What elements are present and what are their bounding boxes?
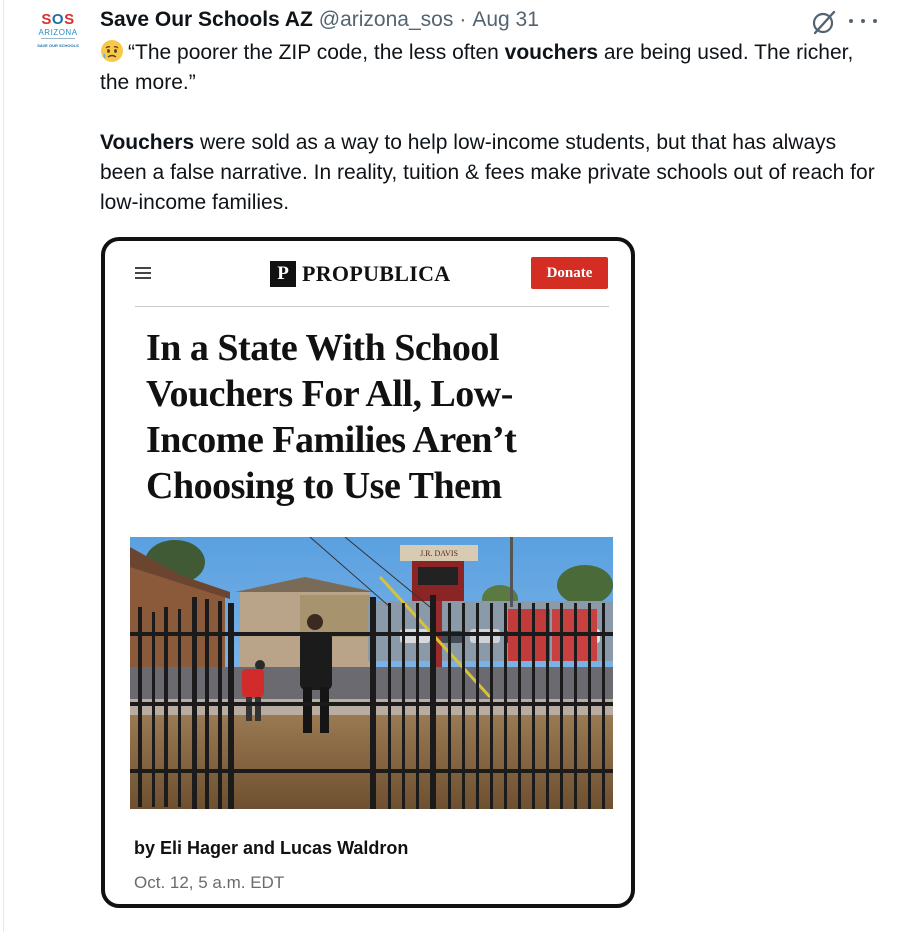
photo-sign-text: J.R. DAVIS [420, 549, 458, 558]
card-divider [135, 306, 609, 307]
tweet-quote [100, 38, 880, 98]
menu-icon [135, 267, 151, 279]
donate-button: Donate [531, 257, 608, 289]
propublica-wordmark: PROPUBLICA [302, 261, 451, 286]
display-name[interactable]: Save Our Schools AZ [100, 8, 313, 31]
timeline-divider [3, 0, 4, 932]
quote-bold-word: vouchers [504, 41, 599, 64]
body-text: were sold as a way to help low-income students, but that has always been a false narrative. In reality, tuition & fees make private schools out of reach for low-income families. [100, 131, 875, 214]
tweet-text [100, 38, 880, 218]
avatar-divider [41, 38, 75, 39]
avatar-tagline: SAVE OUR SCHOOLS [37, 43, 79, 48]
separator-dot: · [459, 8, 467, 31]
avatar-arizona-text: ARIZONA [38, 28, 78, 37]
article-date: Oct. 12, 5 a.m. EDT [134, 873, 285, 892]
article-photo [130, 537, 613, 809]
worried-face-icon [100, 39, 124, 63]
body-bold-word: Vouchers [100, 131, 195, 154]
avatar[interactable] [26, 12, 90, 60]
grok-icon[interactable] [810, 8, 838, 36]
article-image-card[interactable] [101, 237, 635, 908]
tweet-body [100, 128, 880, 218]
quote-text-end: are being used. The richer, the more.” [100, 41, 854, 94]
avatar-sos-text: SOS [41, 11, 75, 28]
propublica-mark-icon: P [270, 261, 296, 287]
article-headline: In a State With School Vouchers For All, Low-Income Families Aren’t Choosing to Use Them [146, 327, 517, 507]
tweet-date[interactable]: Aug 31 [472, 8, 539, 31]
avatar-o-letter: O [51, 11, 65, 28]
quote-text-start: “The poorer the ZIP code, the less often [128, 41, 505, 64]
article-byline: by Eli Hager and Lucas Waldron [134, 838, 409, 858]
more-dot-icon [849, 19, 853, 23]
more-dot-icon [861, 19, 865, 23]
tweet-header [100, 6, 539, 34]
user-handle[interactable]: @arizona_sos [318, 8, 454, 31]
propublica-logo [270, 261, 450, 287]
more-dot-icon [873, 19, 877, 23]
more-icon[interactable] [849, 9, 877, 33]
